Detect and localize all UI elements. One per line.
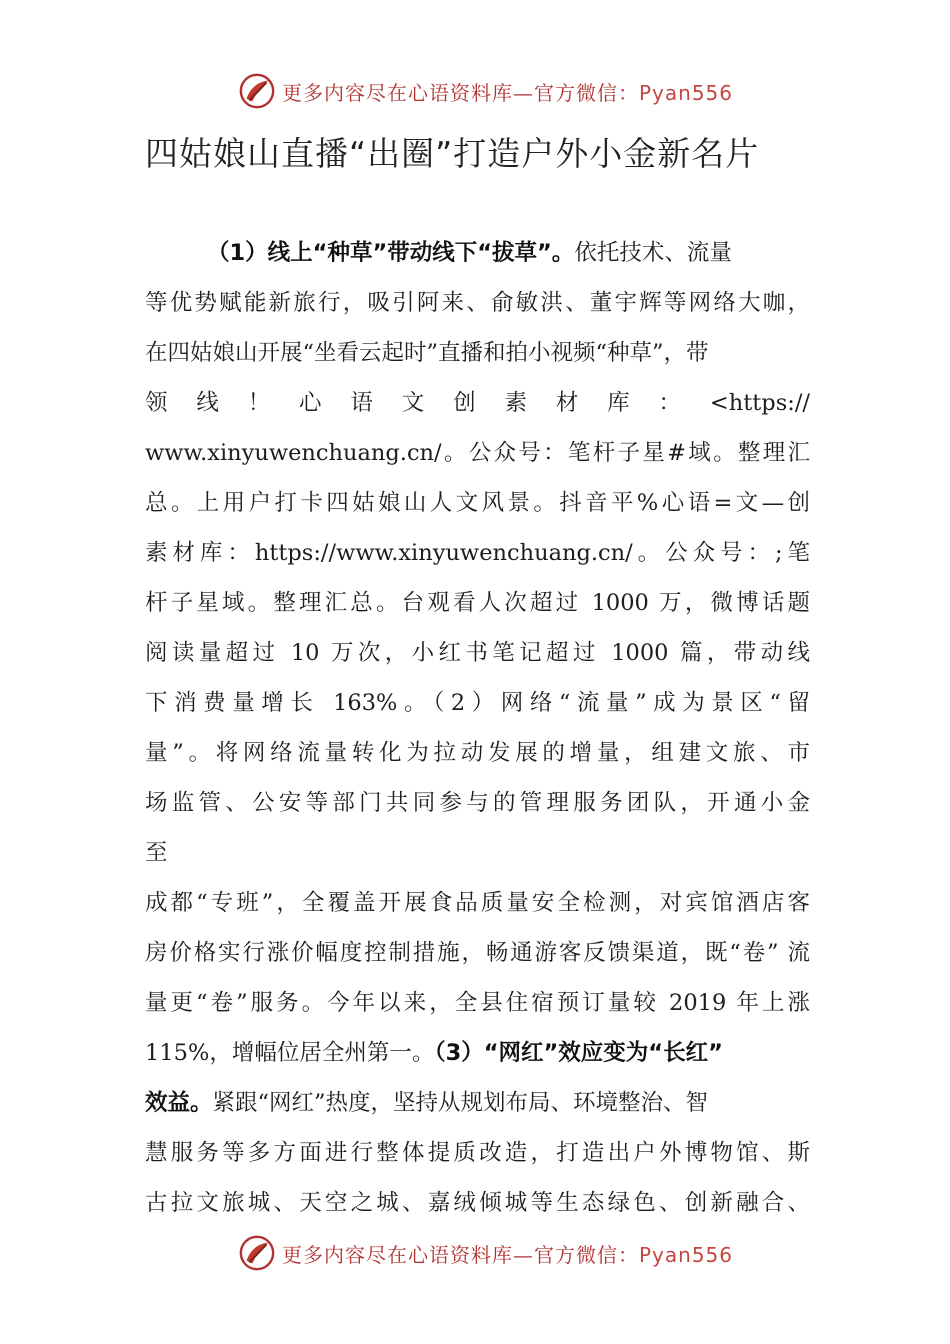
- brand-logo-icon: [238, 1234, 276, 1272]
- paragraph-line: 成都“专班”，全覆盖开展食品质量安全检测，对宾馆酒店客: [145, 890, 810, 916]
- paragraph-line: 慧服务等多方面进行整体提质改造，打造出户外博物馆、斯: [145, 1140, 810, 1166]
- paragraph-line: 阅读量超过 10 万次，小红书笔记超过 1000 篇，带动线: [145, 640, 810, 666]
- paragraph-line: 115%，增幅位居全州第一。（3）“网红”效应变为“长红”: [145, 1040, 723, 1066]
- paragraph-line: 房价格实行涨价幅度控制措施，畅通游客反馈渠道，既“卷” 流: [145, 940, 810, 966]
- watermark-text: 更多内容尽在心语资料库—官方微信：Pyan556: [282, 1242, 734, 1267]
- watermark-banner-top: [238, 70, 738, 112]
- paragraph-line: 等优势赋能新旅行，吸引阿来、俞敏洪、董宇辉等网络大咖，: [145, 290, 810, 316]
- brand-logo-icon: [238, 72, 276, 110]
- paragraph-line: 在四姑娘山开展“坐看云起时”直播和拍小视频“种草”，带: [145, 340, 709, 366]
- paragraph-line: （1）线上“种草”带动线下“拔草”。依托技术、流量: [207, 240, 732, 266]
- paragraph-line: 量更“卷”服务。今年以来，全县住宿预订量较 2019 年上涨: [145, 990, 810, 1016]
- paragraph-line: 下消费量增长 163%。（2）网络“流量”成为景区“留: [145, 690, 810, 716]
- paragraph-line: 总。上用户打卡四姑娘山人文风景。抖音平%心语=文—创: [145, 490, 810, 516]
- paragraph-line: 古拉文旅城、天空之城、嘉绒倾城等生态绿色、创新融合、: [145, 1190, 810, 1216]
- paragraph-line: 素材库：https://www.xinyuwenchuang.cn/。公众号：;笔: [145, 540, 810, 566]
- paragraph-line: 杆子星域。整理汇总。台观看人次超过 1000 万，微博话题: [145, 590, 810, 616]
- paragraph-line: 效益。紧跟“网红”热度，坚持从规划布局、环境整治、智: [145, 1090, 709, 1116]
- paragraph-line: 至: [145, 840, 168, 866]
- paragraph-line: 场监管、公安等部门共同参与的管理服务团队，开通小金: [145, 790, 810, 816]
- watermark-banner-bottom: [238, 1232, 738, 1274]
- paragraph-line: www.xinyuwenchuang.cn/。公众号：笔杆子星#域。整理汇: [145, 440, 810, 466]
- paragraph-line: 量”。将网络流量转化为拉动发展的增量，组建文旅、市: [145, 740, 810, 766]
- paragraph-line: 领线！心语文创素材库：<https://: [145, 390, 810, 416]
- page-title: 四姑娘山直播“出圈”打造户外小金新名片: [145, 134, 760, 173]
- watermark-text: 更多内容尽在心语资料库—官方微信：Pyan556: [282, 80, 734, 105]
